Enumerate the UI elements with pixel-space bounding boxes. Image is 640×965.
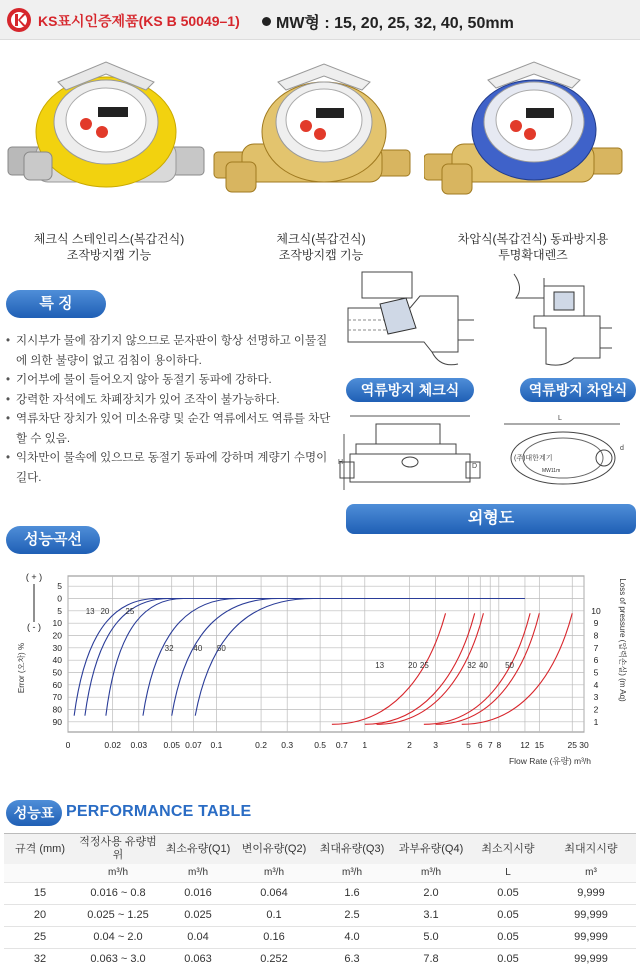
- table-cell: 15: [4, 882, 76, 904]
- pressure-curve-label: 32: [467, 661, 477, 671]
- dim-d-label: d: [620, 445, 624, 452]
- performance-table-title-ko: 성능표: [6, 800, 62, 826]
- right-tick-label: 6: [593, 655, 599, 666]
- table-cell: 7.8: [392, 948, 470, 965]
- chart-text: [16, 572, 628, 766]
- left-tick-label: 30: [52, 642, 62, 653]
- feature-item: • 기어부에 물이 들어오지 않아 동절기 동파에 강하다.: [6, 371, 336, 391]
- table-row: [4, 904, 636, 926]
- outline-label: 외형도: [346, 504, 636, 534]
- x-tick-label: 5: [466, 740, 471, 750]
- table-row: [4, 926, 636, 948]
- product-image-brass-check: [212, 52, 412, 222]
- performance-curve-chart: [0, 560, 640, 775]
- model-sizes: [262, 10, 514, 33]
- table-row: [4, 882, 636, 904]
- product-image-stainless-check: [6, 52, 206, 222]
- right-tick-label: 9: [593, 618, 599, 629]
- table-cell: [4, 864, 76, 882]
- check-valve-diagram: [340, 268, 480, 376]
- x-tick-label: 30: [579, 740, 589, 750]
- table-cell: m³/h: [312, 864, 392, 882]
- table-cell: 0.05: [470, 926, 546, 948]
- performance-table-title-en: PERFORMANCE TABLE: [66, 803, 252, 820]
- table-cell: 0.05: [470, 904, 546, 926]
- x-tick-label: 0.1: [210, 740, 223, 750]
- error-curve-line: [172, 599, 278, 716]
- pressure-curve-label: 50: [505, 661, 515, 671]
- meter-face-model-text: MW11m: [542, 468, 561, 474]
- table-header-row: [4, 834, 636, 865]
- table-cell: 0.025: [160, 904, 236, 926]
- left-tick-label: 60: [52, 679, 62, 690]
- table-cell: 99,999: [546, 926, 636, 948]
- feature-item: • 역류차단 장치가 있어 미소유량 및 순간 역류에서도 역류를 차단 할 수 있음.: [6, 410, 336, 449]
- outline-dimension-diagram: [336, 410, 636, 502]
- feature-item: • 지시부가 물에 잠기지 않으므로 문자판이 항상 선명하고 이물질에 의한 불량이 없고 검침이 용이하다.: [6, 332, 336, 371]
- right-tick-label: 4: [593, 679, 599, 690]
- table-cell: 0.025 ~ 1.25: [76, 904, 160, 926]
- table-header: 변이유량(Q2): [236, 834, 312, 865]
- table-cell: 9,999: [546, 882, 636, 904]
- right-tick-label: 10: [591, 605, 601, 616]
- product-image-brass-differential: [424, 52, 624, 222]
- product-caption-3: [428, 231, 638, 263]
- features-list: [6, 332, 336, 488]
- pressure-curve-label: 40: [478, 661, 488, 671]
- table-cell: 0.016: [160, 882, 236, 904]
- pressure-curve-label: 13: [375, 661, 385, 671]
- table-cell: 5.0: [392, 926, 470, 948]
- table-cell: 0.252: [236, 948, 312, 965]
- table-cell: 0.063: [160, 948, 236, 965]
- error-curve-line: [195, 599, 313, 716]
- x-tick-label: 7: [487, 740, 493, 750]
- error-curve-line: [74, 599, 157, 716]
- table-cell: 0.05: [470, 882, 546, 904]
- table-header: 최소유량(Q1): [160, 834, 236, 865]
- table-cell: 25: [4, 926, 76, 948]
- table-cell: m³/h: [160, 864, 236, 882]
- table-cell: 0.16: [236, 926, 312, 948]
- left-tick-label: 5: [57, 605, 62, 616]
- x-tick-label: 25: [567, 740, 577, 750]
- error-curve-label: 40: [193, 643, 203, 653]
- x-tick-label: 8: [496, 740, 502, 750]
- dim-D-label: D: [472, 463, 478, 470]
- x-tick-label: 0.03: [130, 740, 148, 750]
- x-tick-label: 0.7: [335, 740, 348, 750]
- table-units-row: [4, 864, 636, 882]
- left-tick-label: 0: [57, 593, 62, 604]
- performance-table: [4, 833, 636, 965]
- feature-item: • 강력한 자석에도 차폐장치가 있어 조작이 불가능하다.: [6, 391, 336, 411]
- product-caption-2-line2: 조작방지캡 기능: [278, 248, 364, 262]
- bullet-icon: [262, 17, 271, 26]
- left-tick-label: 90: [52, 716, 62, 727]
- table-cell: 2.5: [312, 904, 392, 926]
- meter-face-text: (주)대한계기: [514, 455, 553, 462]
- error-curve-label: 20: [100, 606, 110, 616]
- right-tick-label: 5: [593, 667, 599, 678]
- product-caption-1-line1: 체크식 스테인리스(복갑건식): [33, 232, 185, 246]
- table-cell: m³/h: [236, 864, 312, 882]
- table-cell: 99,999: [546, 948, 636, 965]
- table-cell: 20: [4, 904, 76, 926]
- table-header: 최대유량(Q3): [312, 834, 392, 865]
- table-header: 최대지시량: [546, 834, 636, 865]
- table-header: 최소지시량: [470, 834, 546, 865]
- x-tick-label: 0.05: [163, 740, 180, 750]
- table-header: 규격 (mm): [4, 834, 76, 865]
- table-cell: m³/h: [392, 864, 470, 882]
- x-tick-label: 1: [362, 740, 368, 750]
- right-tick-label: 2: [593, 704, 599, 715]
- pressure-curve-line: [424, 613, 530, 724]
- table-cell: 6.3: [312, 948, 392, 965]
- x-tick-label: 0.2: [255, 740, 267, 750]
- left-tick-label: 70: [52, 692, 62, 703]
- product-caption-2-line1: 체크식(복갑건식): [276, 232, 366, 246]
- table-cell: L: [470, 864, 546, 882]
- table-cell: m³/h: [76, 864, 160, 882]
- table-cell: 32: [4, 948, 76, 965]
- table-cell: 1.6: [312, 882, 392, 904]
- error-curve-label: 50: [216, 643, 226, 653]
- minus-label: ( - ): [27, 622, 41, 632]
- right-tick-label: 7: [593, 642, 599, 653]
- ks-certification-text: KS표시인증제품(KS B 50049–1): [38, 13, 240, 29]
- error-curve-line: [85, 599, 169, 716]
- left-tick-label: 40: [52, 655, 62, 666]
- right-tick-label: 8: [593, 630, 599, 641]
- chart-curves: [74, 599, 572, 725]
- model-sizes-text: MW형 : 15, 20, 25, 32, 40, 50mm: [276, 15, 514, 32]
- features-title: 특 징: [6, 290, 106, 318]
- left-tick-label: 5: [57, 581, 62, 592]
- pressure-curve-label: 25: [419, 661, 429, 671]
- product-caption-1: [4, 231, 214, 263]
- dim-H-label: H: [338, 459, 344, 466]
- product-caption-2: [216, 231, 426, 263]
- table-cell: m³: [546, 864, 636, 882]
- table-row: [4, 948, 636, 965]
- right-tick-label: 1: [593, 716, 599, 727]
- table-cell: 4.0: [312, 926, 392, 948]
- table-header: 과부유량(Q4): [392, 834, 470, 865]
- left-tick-label: 50: [52, 667, 62, 678]
- plus-label: ( + ): [25, 572, 43, 582]
- pressure-curve-label: 20: [408, 661, 418, 671]
- table-header: 적정사용 유량범위: [76, 834, 160, 865]
- right-tick-label: 3: [593, 692, 599, 703]
- left-tick-label: 10: [52, 618, 62, 629]
- ks-logo-icon: [6, 7, 32, 33]
- x-tick-label: 0.07: [185, 740, 202, 750]
- table-cell: 0.1: [236, 904, 312, 926]
- product-caption-3-line1: 차압식(복갑건식) 동파방지용: [457, 232, 609, 246]
- x-tick-label: 0: [65, 740, 71, 750]
- differential-type-label: 역류방지 차압식: [520, 378, 636, 402]
- table-cell: 0.04 ~ 2.0: [76, 926, 160, 948]
- x-tick-label: 2: [407, 740, 412, 750]
- product-caption-3-line2: 투명확대렌즈: [498, 248, 568, 262]
- dim-L-label: L: [558, 415, 562, 422]
- product-caption-1-line2: 조작방지캡 기능: [66, 248, 152, 262]
- table-cell: 0.016 ~ 0.8: [76, 882, 160, 904]
- table-cell: 3.1: [392, 904, 470, 926]
- left-axis-label: Error (오차) %: [17, 642, 26, 694]
- table-cell: 2.0: [392, 882, 470, 904]
- top-bar: [0, 0, 640, 40]
- x-tick-label: 0.3: [281, 740, 294, 750]
- left-tick-label: 20: [52, 630, 62, 641]
- table-cell: 0.05: [470, 948, 546, 965]
- error-curve-label: 32: [164, 643, 174, 653]
- x-tick-label: 12: [520, 740, 530, 750]
- x-tick-label: 15: [534, 740, 545, 750]
- error-curve-label: 25: [125, 606, 135, 616]
- x-axis-label: Flow Rate (유량) m³/h: [508, 756, 592, 766]
- differential-valve-diagram: [504, 268, 614, 376]
- table-cell: 99,999: [546, 904, 636, 926]
- performance-curve-title: 성능곡선: [6, 526, 100, 554]
- table-cell: 0.064: [236, 882, 312, 904]
- error-curve-label: 13: [85, 606, 95, 616]
- check-type-label: 역류방지 체크식: [346, 378, 474, 402]
- feature-item: • 익차만이 물속에 있으므로 동절기 동파에 강하며 계량기 수명이 길다.: [6, 449, 336, 488]
- left-tick-label: 80: [52, 704, 62, 715]
- error-curve-line: [143, 599, 238, 716]
- x-tick-label: 6: [477, 740, 483, 750]
- right-axis-label: Loss of pressure (압력손실) (m Aq): [618, 578, 627, 702]
- table-cell: 0.063 ~ 3.0: [76, 948, 160, 965]
- table-cell: 0.04: [160, 926, 236, 948]
- x-tick-label: 3: [433, 740, 438, 750]
- x-tick-label: 0.02: [104, 740, 121, 750]
- x-tick-label: 0.5: [314, 740, 327, 750]
